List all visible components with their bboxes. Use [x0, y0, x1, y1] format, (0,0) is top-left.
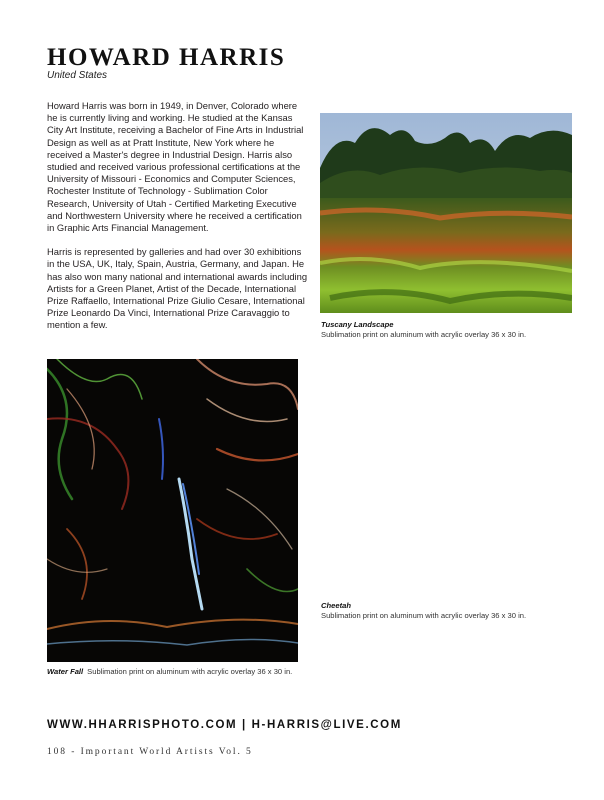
- tuscany-title: Tuscany Landscape: [321, 320, 394, 329]
- artist-country: United States: [47, 70, 108, 81]
- website-link[interactable]: WWW.HHARRISPHOTO.COM: [47, 719, 238, 731]
- bio-paragraph-1: Howard Harris was born in 1949, in Denver, Colorado where he is currently living and working. He studied at the Kansas City Art Institute, receiving a Bachelor of Fine Arts in Industrial Design as well as at Pratt Institute, New York where he received a Master's degree in Industrial Design. Harris also studied and received various professional certifications at the University of Missouri - Economics and Computer Sciences, Rochester Institute of Technology - Sublimation Color Research, University of Utah - Certified Marketing Executive and Northwestern University where he received a certification in Graphic Arts Financial Management.: [47, 100, 304, 234]
- water-fall-description: Sublimation print on aluminum with acrylic overlay 36 x 30 in.: [87, 667, 293, 676]
- contact-separator: |: [242, 719, 247, 731]
- page-footer: 108 - Important World Artists Vol. 5: [47, 747, 253, 757]
- cheetah-description: Sublimation print on aluminum with acrylic overlay 36 x 30 in.: [321, 610, 527, 620]
- water-fall-title: Water Fall: [47, 667, 84, 676]
- artist-name: HOWARD HARRIS: [47, 44, 286, 71]
- cheetah-caption: [321, 601, 526, 620]
- bio-paragraph-2: Harris is represented by galleries and had over 30 exhibitions in the USA, UK, Italy, Spain, Austria, Germany, and Japan. He has also won many national and international awards including Artists for a Green Planet, Artist of the Decade, International Prize Raffaello, International Prize Giulio Cesare, International Prize Leonardo Da Vinci, International Prize Caravaggio to mention a few.: [47, 246, 308, 331]
- tuscany-description: Sublimation print on aluminum with acrylic overlay 36 x 30 in.: [321, 329, 527, 339]
- artist-bio: [47, 100, 309, 344]
- water-fall-image: [47, 359, 298, 662]
- contact-line: [47, 719, 402, 731]
- water-fall-caption: [47, 667, 292, 677]
- tuscany-caption: [321, 320, 526, 339]
- cheetah-title: Cheetah: [321, 601, 351, 610]
- email-link[interactable]: H-HARRIS@LIVE.COM: [251, 719, 402, 731]
- tuscany-landscape-image: [320, 113, 572, 313]
